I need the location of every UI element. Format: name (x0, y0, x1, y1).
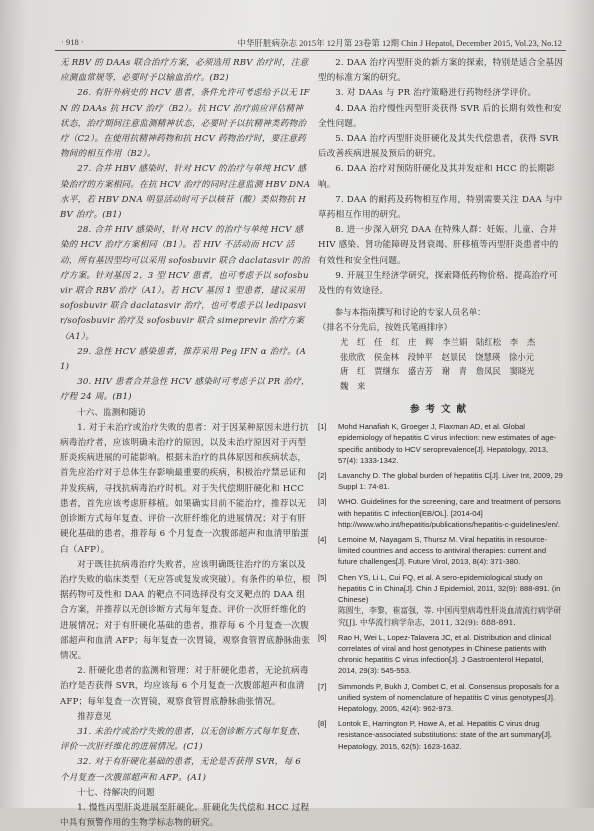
reference-number: [5] (318, 572, 327, 582)
paragraph: 1. 慢性丙型肝炎进展至肝硬化、肝硬化失代偿和 HCC 过程中具有预警作用的生物学标志物的研究。 (60, 802, 310, 829)
paragraph: 对于既往抗病毒治疗失败者，应该明确既往治疗的方案以及治疗失败的临床类型（无应答或复发或突破）。有条件的单位，根据药物可及性和 DAA 的靶点不同选择没有交叉靶点的 DAA 组合方案，并推荐以无创诊断方式每年复查、评价一次肝纤维化的进展情况；对于有肝硬化基础的患者，推荐每 6 个月复查一次腹部超声和血清 AFP；每年复查一次胃镜，观察食管胃底静脉曲张情况。 (60, 559, 311, 661)
left-column (60, 56, 311, 831)
paragraph: 28. 合并 HIV 感染时，针对 HCV 的治疗与单纯 HCV 感染的 HCV 治疗方案相同（B1）。若 HIV 不活动而 HCV 活动，所有基因型均可以采用 sofosbuvir 联合 daclatasvir 的治疗方案。针对基因 2、3 型 HCV 患者，也可考虑予以 sofosbuvir 联合 RBV 治疗（A1）。若 HCV 基因 1 型患者，建议采用 sofosbuvir 联合 daclatasvir 治疗，也可考虑予以 ledipasvir/sofosbuvir 治疗及 sofosbuvir 联合 simeprevir 治疗方案（A1）。 (60, 225, 310, 342)
list-item: 3. 对 DAAs 与 PR 治疗策略进行药物经济学评价。 (335, 88, 537, 99)
binding-shadow (0, 0, 26, 808)
reference-text: Lavanchy D. The global burden of hepatitis C[J]. Liver Int, 2009, 29 Suppl 1: 74-81. (338, 471, 563, 492)
reference-number: [4] (318, 535, 327, 545)
reference-item (318, 681, 564, 715)
reference-text: Chen YS, Li L, Cui FQ, et al. A sero-epidemiological study on hepatitis C in China[J]. Chin J Epidemiol, 2011, 32(9): 888-891. (in Chinese) (338, 572, 561, 605)
contributors-heading: 参与本指南撰写和讨论的专家人员名单： (334, 307, 486, 318)
reference-item (318, 572, 564, 628)
reference-item (318, 496, 564, 530)
reference-text: Simmonds P, Bukh J, Combet C, et al. Consensus proposals for a unified system of nomenclature of hepatitis C virus genotypes[J]. Hepatology, 2005, 42(4): 962-973. (338, 681, 560, 713)
list-item: 8. 进一步深入研究 DAA 在特殊人群：妊娠、儿童、合并 HIV 感染、肾功能障碍及肾衰竭、肝移植等丙型肝炎患者中的有效性和安全性问题。 (318, 225, 559, 266)
page-edge-shadow (564, 0, 594, 808)
list-item: 9. 开展卫生经济学研究，探索降低药物价格、提高治疗可及性的有效途径。 (318, 270, 558, 297)
list-item: 7. DAA 的耐药及药物相互作用，特别需要关注 DAA 与中草药相互作用的研究。 (318, 194, 563, 221)
paragraph: 26. 有肝外病史的 HCV 患者，条件允许可考虑给予以无 IFN 的 DAAs 抗 HCV 治疗（B2）。抗 HCV 治疗前应评估精神状态，治疗期间注意监测精神状态，必要时予以抗精神类药物治疗（C2）。在使用抗精神药物和抗 HCV 药物治疗时，要注意药物间的相互作用（B2）。 (60, 88, 310, 160)
list-item: 4. DAA 治疗慢性丙型肝炎获得 SVR 后的长期有效性和安全性问题。 (318, 103, 562, 129)
reference-item (318, 470, 564, 492)
reference-number: [7] (318, 681, 327, 691)
reference-text: Mohd Hanafiah K, Groeger J, Flaxman AD, et al. Global epidemiology of hepatitis C virus infection: new estimates of age-specific antibody to HCV seroprevalence[J]. Hepatology, 2013, 57(4): 1333-1342. (338, 422, 557, 465)
reference-number: [2] (318, 471, 327, 481)
reference-number: [6] (318, 632, 327, 642)
section-heading: 十六、监测和随访 (77, 407, 146, 418)
page-number: · 918 · (61, 37, 84, 47)
reference-item (318, 534, 564, 568)
paragraph: 无 RBV 的 DAAs 联合治疗方案，必须选用 RBV 治疗时，注意应测血常规等，必要时予以输血治疗。(B2) (60, 58, 309, 84)
contributor-row: 唐 红 贾继东 盛吉芳 谢 青 詹凤民 窦晓光 (340, 366, 535, 377)
reference-number: [8] (318, 719, 327, 729)
references-title: 参考文献 (409, 404, 472, 416)
list-item: 2. DAA 治疗丙型肝炎的新方案的探索，特别是适合全基因型的标准方案的研究。 (318, 58, 564, 84)
section-heading: 十七、待解决的问题 (77, 787, 155, 798)
recommendation-heading: 推荐意见 (77, 711, 112, 722)
reference-text: Lemoine M, Nayagam S, Thursz M. Viral hepatitis in resource-limited countries and access to antiviral therapies: current and future challenges[J]. Future Virol, 2013, 8(4): 371-380. (338, 535, 548, 567)
recommendation: 32. 对于有肝硬化基础的患者，无论是否获得 SVR，每 6 个月复查一次腹部超声和 AFP。(A1) (60, 757, 301, 783)
paragraph: 1. 对于未治疗或治疗失败的患者：对于因某种原因未进行抗病毒治疗者，应该明确未治疗的原因，以及未治疗原因对于丙型肝炎疾病进展的可能影响。根据未治疗的具体原因和疾病状态，首先应治疗对于总体生存影响最重要的疾病，积极治疗禁忌证和并发疾病，寻找抗病毒治疗时机。对于失代偿期肝硬化和 HCC 患者，首先应该考虑肝移植。如果确实目前不能治疗，推荐以无创诊断方式每年复查、评价一次肝纤维化的进展情况；对于有肝硬化基础的患者，推荐每 6 个月复查一次腹部超声和血清甲胎蛋白（AFP）。 (60, 422, 309, 555)
paragraph: 27. 合并 HBV 感染时，针对 HCV 的治疗与单纯 HCV 感染治疗的方案相同。在抗 HCV 治疗的同时注意监测 HBV DNA 水平，若 HBV DNA 明显活动时可予以核苷（酸）类似物抗 HBV 治疗。(B1) (60, 164, 311, 221)
paragraph: 2. 肝硬化患者的监测和管理：对于肝硬化患者，无论抗病毒治疗是否获得 SVR，均应该每 6 个月复查一次腹部超声和血清 AFP；每年复查一次胃镜，观察食管胃底静脉曲张情况。 (60, 666, 309, 707)
reference-chinese-text: 陈圆生，李黎，崔富强，等. 中国丙型病毒性肝炎血清流行病学研究[J]. 中华流行病学杂志，2011, 32(9): 888-891. (338, 606, 562, 627)
journal-citation: 中华肝脏病杂志 2015年 12月第 23卷第 12期 Chin J Hepatol, December 2015, Vol.23, No.12 (237, 38, 562, 48)
list-item: 6. DAA 治疗对预防肝硬化及其并发症和 HCC 的长期影响。 (318, 164, 555, 190)
reference-number: [1] (318, 422, 327, 432)
reference-number: [3] (318, 497, 327, 507)
contributor-row: 张欣欣 侯金林 段钟平 赵景民 饶慧瑛 徐小元 (340, 351, 535, 362)
paragraph: 29. 急性 HCV 感染患者，推荐采用 Peg IFN α 治疗。(A1) (60, 346, 306, 373)
reference-text: Lontok E, Harrington P, Howe A, et al. Hepatitis C virus drug resistance-associated substitutions: state of the art summary[J]. Hepatology, 2015, 62(5): 1623-1632. (338, 719, 552, 751)
recommendation: 31. 未治疗或治疗失败的患者，以无创诊断方式每年复查、评价一次肝纤维化的进展情况。(C1) (60, 726, 306, 753)
reference-item (318, 421, 564, 466)
reference-item (318, 718, 564, 752)
right-column (318, 56, 564, 756)
running-header (55, 37, 566, 51)
contributor-row: 尤 红 任 红 庄 辉 李兰娟 陆红松 李 杰 (340, 337, 536, 348)
reference-item (318, 632, 564, 677)
list-item: 5. DAA 治疗丙型肝炎肝硬化及其失代偿患者，获得 SVR 后改善疾病进展及预后的研究。 (318, 134, 559, 160)
contributor-row: 魏 来 (340, 380, 366, 391)
contributors-note: （排名不分先后，按姓氏笔画排序） (318, 322, 452, 333)
paragraph: 30. HIV 患者合并急性 HCV 感染时可考虑予以 PR 治疗，疗程 24 周。(B1) (60, 377, 310, 403)
reference-text: Rao H, Wei L, Lopez-Talavera JC, et al. Distribution and clinical correlates of viral and host genotypes in Chinese patients with chronic hepatitis C virus infection[J]. J Gastroenterol Hepatol, 2014, 29(3): 545-553. (338, 632, 552, 676)
reference-text: WHO. Guidelines for the screening, care and treatment of persons with hepatitis C infection[EB/OL]. [2014-04] http://www.who.int/hepatitis/publications/hepatitis-c-guidelines/en/. (338, 497, 561, 529)
